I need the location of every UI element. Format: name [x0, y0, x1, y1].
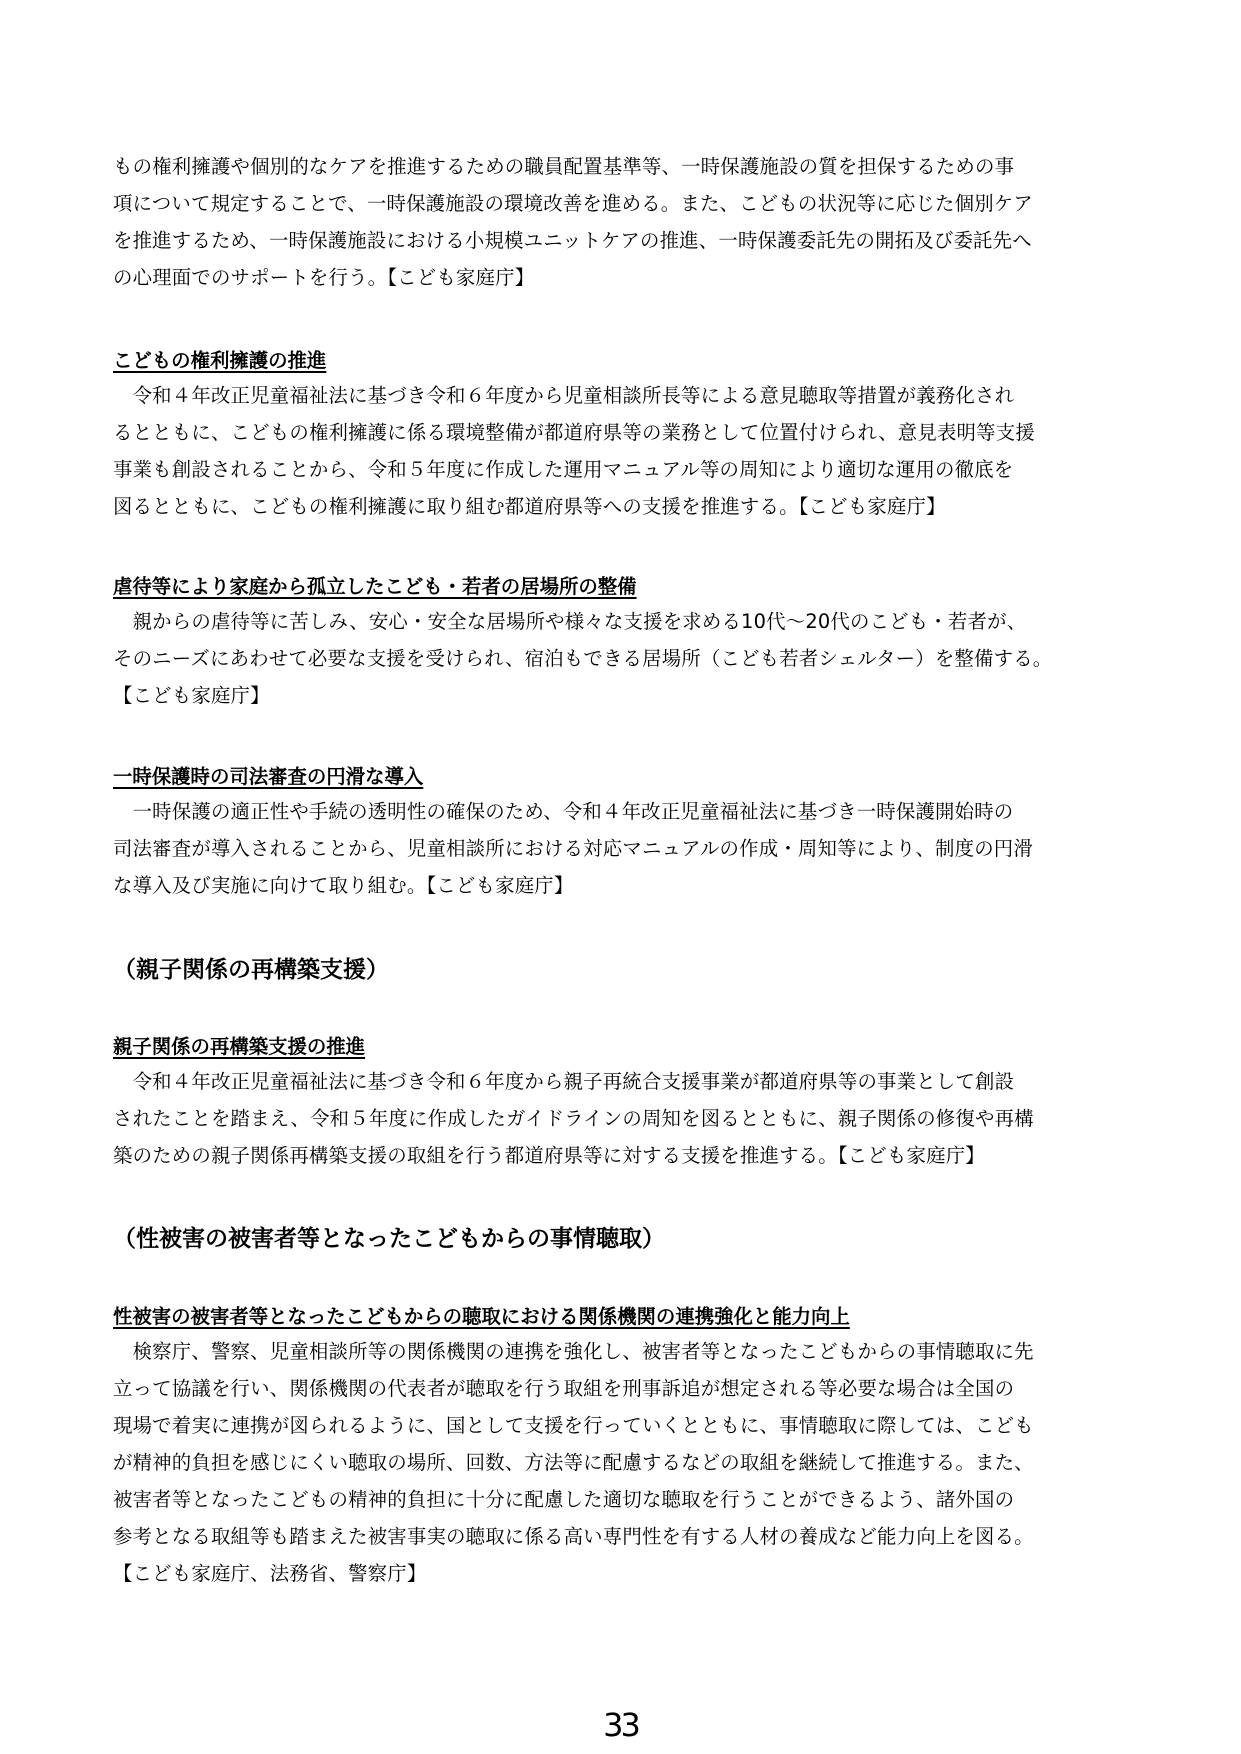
- section-title-family-rebuild: [113, 955, 1133, 985]
- section-heading: 親子関係の再構築支援の推進: [113, 1035, 366, 1058]
- text-line: 【こども家庭庁、法務省、警察庁】: [113, 1562, 427, 1585]
- section-title: （性被害の被害者等となったこどもからの事情聴取）: [113, 1226, 665, 1252]
- section-heading: 一時保護時の司法審査の円滑な導入: [113, 765, 424, 788]
- text-line: 図るとともに、こどもの権利擁護に取り組む都道府県等への支援を推進する。【こども家庭庁】: [113, 495, 946, 518]
- text-line: 築のための親子関係再構築支援の取組を行う都道府県等に対する支援を推進する。【こども家庭庁】: [113, 1144, 985, 1167]
- text-line: 参考となる取組等も踏まえた被害事実の聴取に係る高い専門性を有する人材の養成など能力向上を図る。: [113, 1525, 1034, 1548]
- section-victim-interview-body: [113, 1333, 1133, 1592]
- section-victim-interview: [113, 1302, 1133, 1332]
- text-line: るとともに、こどもの権利擁護に係る環境整備が都道府県等の業務として位置付けられ、意見表明等支援: [113, 421, 1035, 444]
- text-line: を推進するため、一時保護施設における小規模ユニットケアの推進、一時保護委託先の開拓及び委託先へ: [113, 229, 1032, 252]
- section-heading: 虐待等により家庭から孤立したこども・若者の居場所の整備: [113, 575, 637, 598]
- paragraph: [113, 1063, 1133, 1174]
- text-line: そのニーズにあわせて必要な支援を受けられ、宿泊もできる居場所（こども若者シェルター）を整備する。: [113, 647, 1053, 670]
- intro-paragraph: [113, 148, 1133, 296]
- text-line: 被害者等となったこどもの精神的負担に十分に配慮した適切な聴取を行うことができるよう、諸外国の: [113, 1488, 1015, 1511]
- section-child-rights: [113, 346, 1133, 376]
- text-line: 現場で着実に連携が図られるように、国として支援を行っていくとともに、事情聴取に際しては、こども: [113, 1414, 1034, 1437]
- section-heading: こどもの権利擁護の推進: [113, 349, 327, 372]
- text-line: 一時保護の適正性や手続の透明性の確保のため、令和４年改正児童福祉法に基づき一時保護開始時の: [113, 800, 1014, 823]
- text-line: 検察庁、警察、児童相談所等の関係機関の連携を強化し、被害者等となったこどもからの事情聴取に先: [113, 1340, 1034, 1363]
- text-line: もの権利擁護や個別的なケアを推進するための職員配置基準等、一時保護施設の質を担保するための事: [113, 155, 1015, 178]
- text-line: 立って協議を行い、関係機関の代表者が聴取を行う取組を刑事訴追が想定される等必要な場合は全国の: [113, 1377, 1015, 1400]
- text-line: 【こども家庭庁】: [113, 684, 270, 707]
- text-line: 事業も創設されることから、令和５年度に作成した運用マニュアル等の周知により適切な運用の徹底を: [113, 458, 1014, 481]
- section-isolated-youth-body: [113, 603, 1133, 714]
- text-line: 令和４年改正児童福祉法に基づき令和６年度から児童相談所長等による意見聴取等措置が義務化され: [113, 384, 1015, 407]
- section-title: （親子関係の再構築支援）: [113, 957, 389, 983]
- section-judicial-review: [113, 762, 1133, 792]
- text-line: 司法審査が導入されることから、児童相談所における対応マニュアルの作成・周知等により、制度の円滑: [113, 837, 1033, 860]
- paragraph: [113, 148, 1133, 296]
- text-line: 項について規定することで、一時保護施設の環境改善を進める。また、こどもの状況等に応じた個別ケア: [113, 192, 1033, 215]
- text-line: されたことを踏まえ、令和５年度に作成したガイドラインの周知を図るとともに、親子関係の修復や再構: [113, 1107, 1034, 1130]
- text-line: 令和４年改正児童福祉法に基づき令和６年度から親子再統合支援事業が都道府県等の事業として創設: [113, 1070, 1015, 1093]
- paragraph: [113, 1333, 1133, 1592]
- paragraph: [113, 793, 1133, 904]
- section-isolated-youth: [113, 572, 1133, 602]
- text-line: が精神的負担を感じにくい聴取の場所、回数、方法等に配慮するなどの取組を継続して推進する。また、: [113, 1451, 1034, 1474]
- text-line: の心理面でのサポートを行う。【こども家庭庁】: [113, 266, 535, 289]
- text-line: な導入及び実施に向けて取り組む。【こども家庭庁】: [113, 874, 574, 897]
- page-number: 33: [603, 1706, 638, 1744]
- section-title-victim-interview: [113, 1224, 1133, 1254]
- section-family-rebuild: [113, 1032, 1133, 1062]
- section-judicial-review-body: [113, 793, 1133, 904]
- paragraph: [113, 377, 1133, 525]
- section-family-rebuild-body: [113, 1063, 1133, 1174]
- section-heading: 性被害の被害者等となったこどもからの聴取における関係機関の連携強化と能力向上: [113, 1305, 850, 1328]
- text-line: 親からの虐待等に苦しみ、安心・安全な居場所や様々な支援を求める10代〜20代のこども・若者が、: [113, 610, 1027, 633]
- section-child-rights-body: [113, 377, 1133, 525]
- paragraph: [113, 603, 1133, 714]
